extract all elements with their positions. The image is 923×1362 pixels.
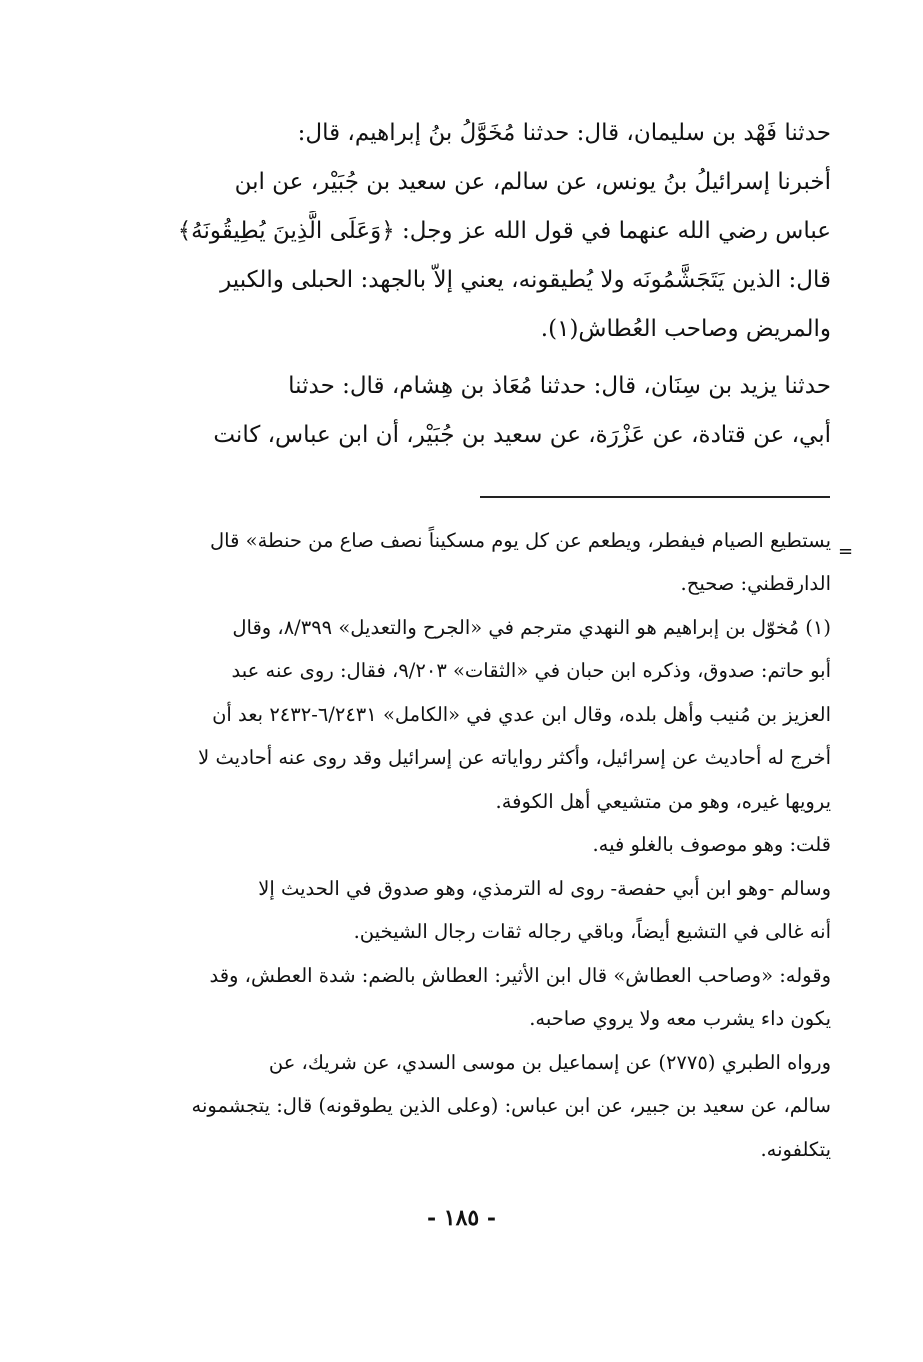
footnote-line: وقوله: «وصاحب العطاش» قال ابن الأثير: العطاش بالضم: شدة العطش، وقد xyxy=(209,964,831,987)
main-text-line: والمريض وصاحب العُطاش(١). xyxy=(540,316,831,342)
footnote-line: أنه غالى في التشيع أيضاً، وباقي رجاله ثقات رجال الشيخين. xyxy=(353,920,831,943)
footnote-line: العزيز بن مُنيب وأهل بلده، وقال ابن عدي في «الكامل» ٦/٢٤٣١-٢٤٣٢ بعد أن xyxy=(212,703,831,726)
footnote-line: ورواه الطبري (٢٧٧٥) عن إسماعيل بن موسى السدي، عن شريك، عن xyxy=(268,1051,831,1074)
footnote-line: سالم، عن سعيد بن جبير، عن ابن عباس: (وعلى الذين يطوقونه) قال: يتجشمونه xyxy=(191,1094,831,1117)
footnote-line: يتكلفونه. xyxy=(760,1138,831,1161)
footnote-line: وسالم -وهو ابن أبي حفصة- روى له الترمذي، وهو صدوق في الحديث إلا xyxy=(258,877,831,900)
footnote-line: قلت: وهو موصوف بالغلو فيه. xyxy=(592,833,831,856)
footnote-line: (١) مُخوّل بن إبراهيم هو النهدي مترجم في «الجرح والتعديل» ٨/٣٩٩، وقال xyxy=(232,616,831,639)
main-text-line: قال: الذين يَتَجَشَّمُونَه ولا يُطيقونه، يعني إلاّ بالجهد: الحبلى والكبير xyxy=(220,267,831,293)
page-number: - ١٨٥ - xyxy=(426,1205,497,1231)
footnote-line: أخرج له أحاديث عن إسرائيل، وأكثر رواياته عن إسرائيل وقد روى عنه أحاديث لا xyxy=(198,746,831,769)
footnote-line: يستطيع الصيام فيفطر، ويطعم عن كل يوم مسكيناً نصف صاع من حنطة» قال xyxy=(210,529,831,552)
footnote-line: يرويها غيره، وهو من متشيعي أهل الكوفة. xyxy=(495,790,831,813)
main-text-line: عباس رضي الله عنهما في قول الله عز وجل: ﴿وَعَلَى الَّذِينَ يُطِيقُونَهُ﴾ xyxy=(177,218,831,244)
footnote-line: الدارقطني: صحيح. xyxy=(680,572,831,595)
footnote-separator xyxy=(480,496,830,498)
main-text-line: أخبرنا إسرائيلُ بنُ يونس، عن سالم، عن سعيد بن جُبَيْر، عن ابن xyxy=(234,169,831,195)
footnote-line: يكون داء يشرب معه ولا يروي صاحبه. xyxy=(529,1007,831,1030)
main-text-line: حدثنا فَهْد بن سليمان، قال: حدثنا مُخَوَّلُ بنُ إبراهيم، قال: xyxy=(297,120,831,146)
footnote-continuation-marker: = xyxy=(838,541,854,562)
main-text-line: حدثنا يزيد بن سِنَان، قال: حدثنا مُعَاذ بن هِشام، قال: حدثنا xyxy=(288,373,831,399)
main-text-line: أبي، عن قتادة، عن عَزْرَة، عن سعيد بن جُبَيْر، أن ابن عباس، كانت xyxy=(213,422,831,448)
footnote-line: أبو حاتم: صدوق، وذكره ابن حبان في «الثقات» ٩/٢٠٣، فقال: روى عنه عبد xyxy=(231,659,831,682)
